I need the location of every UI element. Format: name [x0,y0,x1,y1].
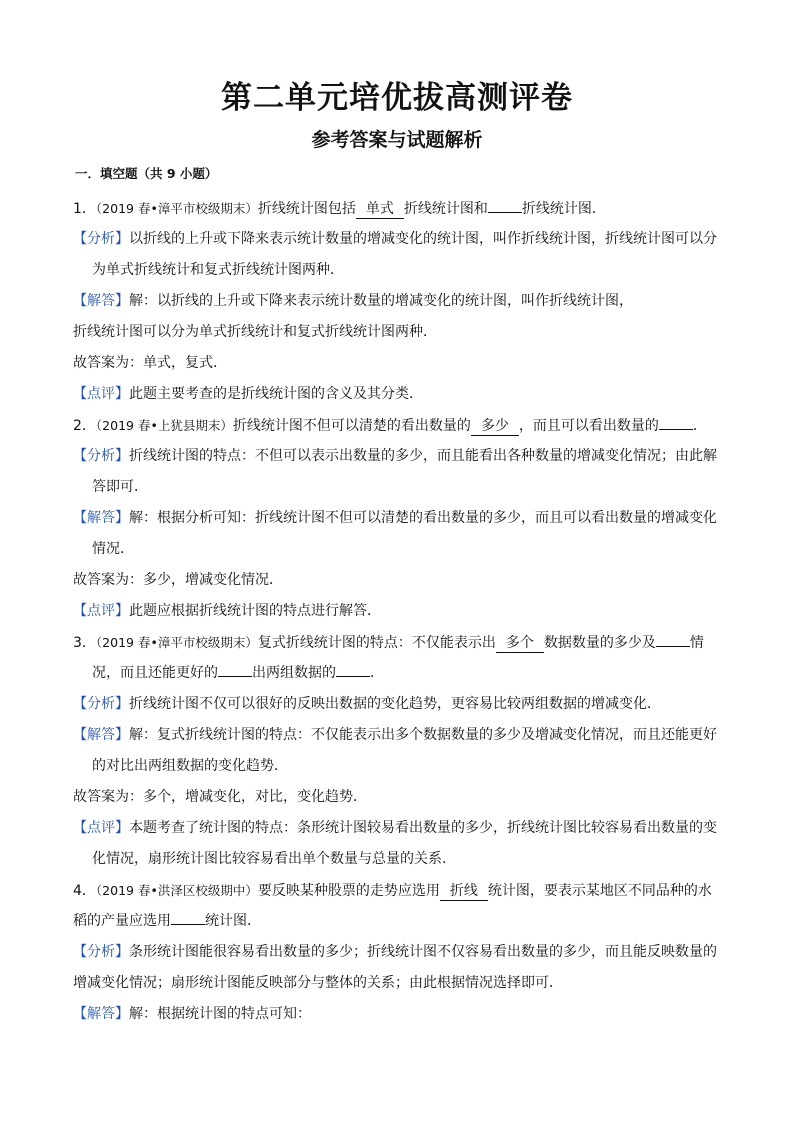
q1-solution-cont [73,317,723,348]
q3-comment [73,813,723,844]
comment-tag: 【点评】 [73,386,129,402]
q1-answer-text: 故答案为：单式，复式． [73,355,227,371]
q2-answer-text: 故答案为：多少，增减变化情况． [73,572,283,588]
q2-text-b: ，而且可以看出数量的 [518,418,659,434]
q4-line2-a: 稻的产量应选用 [73,913,171,929]
q1-stem [73,193,723,224]
q1-solution-l1: 解：以折线的上升或下降来表示统计数量的增减变化的统计图，叫作折线统计图， [129,293,633,309]
q4-stem-cont [73,906,723,937]
q3-text-a: 复式折线统计图的特点：不仅能表示出 [257,635,496,651]
q1-analysis [73,224,723,255]
q1-text-a: 折线统计图包括 [257,201,356,217]
q1-text-c: 折线统计图． [521,201,606,217]
q3-solution-l1: 解：复式折线统计图的特点：不仅能表示出多个数据数量的多少及增减变化情况，而且还能更好 [129,727,717,743]
q3-stem-cont [73,658,723,689]
q1-analysis-l2: 为单式折线统计和复式折线统计图两种． [92,262,344,278]
q3-comment-l1: 本题考查了统计图的特点：条形统计图较易看出数量的多少，折线统计图比较容易看出数量的变 [129,820,717,836]
q2-blank-2 [659,429,693,430]
q2-solution-cont [73,534,723,565]
q1-blank-1: 单式 [356,201,404,219]
q4-text-a: 要反映某种股票的走势应选用 [257,883,440,899]
solution-tag: 【解答】 [73,1006,129,1022]
page-title: 第二单元培优拔高测评卷 [221,80,573,116]
q3-blank-4 [336,676,370,677]
q4-analysis [73,937,723,968]
q2-blank-1: 多少 [471,418,519,436]
q3-answer-text: 故答案为：多个，增减变化，对比，变化趋势． [73,789,367,805]
solution-tag: 【解答】 [73,727,129,743]
q4-stem [73,875,723,906]
q2-text-a: 折线统计图不但可以清楚的看出数量的 [232,418,471,434]
q1-analysis-cont [73,255,723,286]
q2-analysis-l1: 折线统计图的特点：不但可以表示出数量的多少，而且能看出各种数量的增减变化情况；由此解 [129,448,717,464]
q2-analysis [73,441,723,472]
q2-comment-text: 此题应根据折线统计图的特点进行解答． [129,603,381,619]
q3-text-c: 情 [689,635,704,651]
section-heading: 一．填空题（共 9 小题） [75,166,218,181]
q3-blank-1: 多个 [496,635,544,653]
page-subtitle: 参考答案与试题解析 [311,129,483,151]
q4-analysis-cont [73,968,723,999]
comment-tag: 【点评】 [73,603,129,619]
analysis-tag: 【分析】 [73,696,129,712]
questions-content [73,193,723,1030]
q2-answer [73,565,723,596]
analysis-tag: 【分析】 [73,448,129,464]
solution-tag: 【解答】 [73,293,129,309]
q2-solution-l1: 解：根据分析可知：折线统计图不但可以清楚的看出数量的多少，而且可以看出数量的增减变化 [129,510,717,526]
q3-answer [73,782,723,813]
q1-source: （2019 春•漳平市校级期末） [95,201,258,216]
q1-blank-2 [488,212,522,213]
analysis-tag: 【分析】 [73,231,129,247]
q3-solution-cont [73,751,723,782]
q2-solution [73,503,723,534]
q3-source: （2019 春•漳平市校级期末） [95,635,258,650]
q2-solution-l2: 情况． [92,541,134,557]
q4-source: （2019 春•洪泽区校级期中） [95,883,258,898]
q1-comment [73,379,723,410]
q3-solution-l2: 的对比出两组数据的变化趋势． [92,758,288,774]
q3-number: 3． [73,635,96,651]
q1-solution [73,286,723,317]
q2-source: （2019 春•上犹县期末） [95,418,233,433]
q3-comment-cont [73,844,723,875]
q3-solution [73,720,723,751]
q3-blank-2 [656,646,690,647]
q4-line2-b: 统计图． [205,913,261,929]
comment-tag: 【点评】 [73,820,129,836]
q3-stem [73,627,723,658]
q3-blank-3 [218,676,252,677]
q1-analysis-l1: 以折线的上升或下降来表示统计数量的增减变化的统计图，叫作折线统计图，折线统计图可以分 [129,231,717,247]
q3-analysis-l1: 折线统计图不仅可以很好的反映出数据的变化趋势，更容易比较两组数据的增减变化． [129,696,661,712]
q4-solution [73,999,723,1030]
q1-text-b: 折线统计图和 [403,201,488,217]
q2-number: 2． [73,418,96,434]
q2-comment [73,596,723,627]
q2-text-c: ． [692,418,707,434]
q2-stem [73,410,723,441]
analysis-tag: 【分析】 [73,944,129,960]
q3-line2-b: 出两组数据的 [252,665,336,681]
q3-analysis [73,689,723,720]
q4-blank-1: 折线 [440,883,488,901]
q2-analysis-cont [73,472,723,503]
q1-number: 1． [73,201,96,217]
q4-analysis-l2: 增减变化情况；扇形统计图能反映部分与整体的关系；由此根据情况选择即可． [73,975,563,991]
q1-answer [73,348,723,379]
solution-tag: 【解答】 [73,510,129,526]
q4-number: 4． [73,883,96,899]
q4-blank-2 [171,924,205,925]
q3-line2-c: ． [370,665,384,681]
q4-text-b: 统计图，要表示某地区不同品种的水 [487,883,712,899]
q4-analysis-l1: 条形统计图能很容易看出数量的多少；折线统计图不仅容易看出数量的多少，而且能反映数量的 [129,944,717,960]
q1-solution-l2: 折线统计图可以分为单式折线统计和复式折线统计图两种． [73,324,437,340]
q1-comment-text: 此题主要考查的是折线统计图的含义及其分类． [129,386,423,402]
q3-line2-a: 况，而且还能更好的 [92,665,218,681]
q2-analysis-l2: 答即可． [92,479,148,495]
q3-text-b: 数据数量的多少及 [543,635,656,651]
q3-comment-l2: 化情况，扇形统计图比较容易看出单个数量与总量的关系． [92,851,456,867]
q4-solution-l1: 解：根据统计图的特点可知： [129,1006,311,1022]
